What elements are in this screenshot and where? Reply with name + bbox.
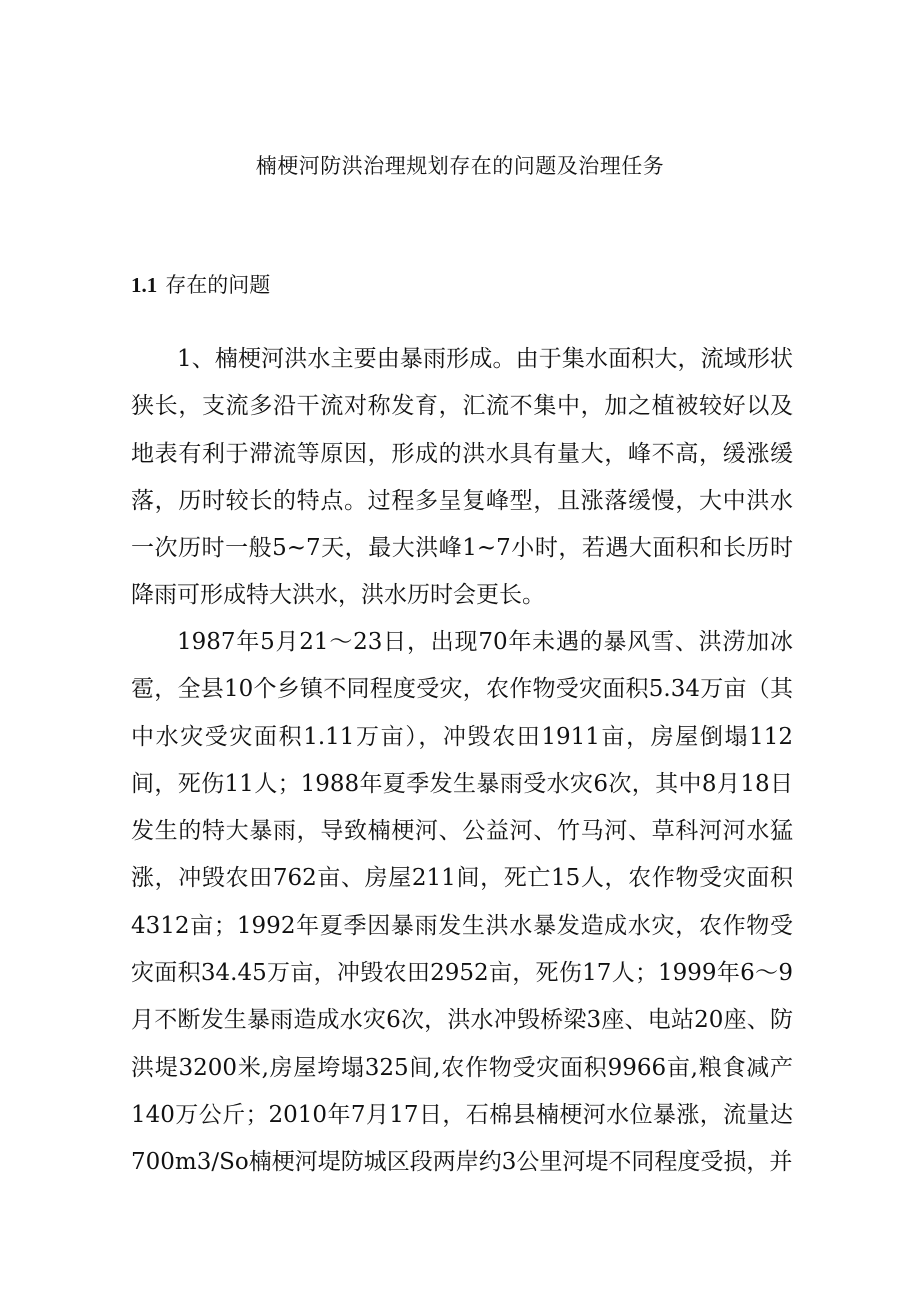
section-title: 存在的问题 (165, 273, 271, 297)
paragraph-flood-history: 1987年5月21～23日，出现70年未遇的暴风雪、洪涝加冰雹，全县10个乡镇不同程度受灾，农作物受灾面积5.34万亩（其中水灾受灾面积1.11万亩），冲毁农田1911亩，房屋倒塌112间，死伤11人；1988年夏季发生暴雨受水灾6次，其中8月18日发生的特大暴雨，导致楠梗河、公益河、竹马河、草科河河水猛涨，冲毁农田762亩、房屋211间，死亡15人，农作物受灾面积4312亩；1992年夏季因暴雨发生洪水暴发造成水灾，农作物受灾面积34.45万亩，冲毁农田2952亩，死伤17人；1999年6～9月不断发生暴雨造成水灾6次，洪水冲毁桥梁3座、电站20座、防洪堤3200米,房屋垮塌325间,农作物受灾面积9966亩,粮食减产140万公斤；2010年7月17日，石棉县楠梗河水位暴涨，流量达700m3∕So楠梗河堤防城区段两岸约3公里河堤不同程度受损，并 (131, 629, 793, 1176)
section-number: 1.1 (131, 273, 158, 297)
document-title: 楠梗河防洪治理规划存在的问题及治理任务 (255, 154, 665, 178)
paragraph-flood-characteristics: 1、楠梗河洪水主要由暴雨形成。由于集水面积大，流域形状狭长，支流多沿干流对称发育，汇流不集中，加之植被较好以及地表有利于滞流等原因，形成的洪水具有量大，峰不高，缓涨缓落，历时较长的特点。过程多呈复峰型，且涨落缓慢，大中洪水一次历时一般5~7天，最大洪峰1~7小时，若遇大面积和长历时降雨可形成特大洪水，洪水历时会更长。 (131, 346, 793, 609)
section-heading (131, 271, 270, 299)
